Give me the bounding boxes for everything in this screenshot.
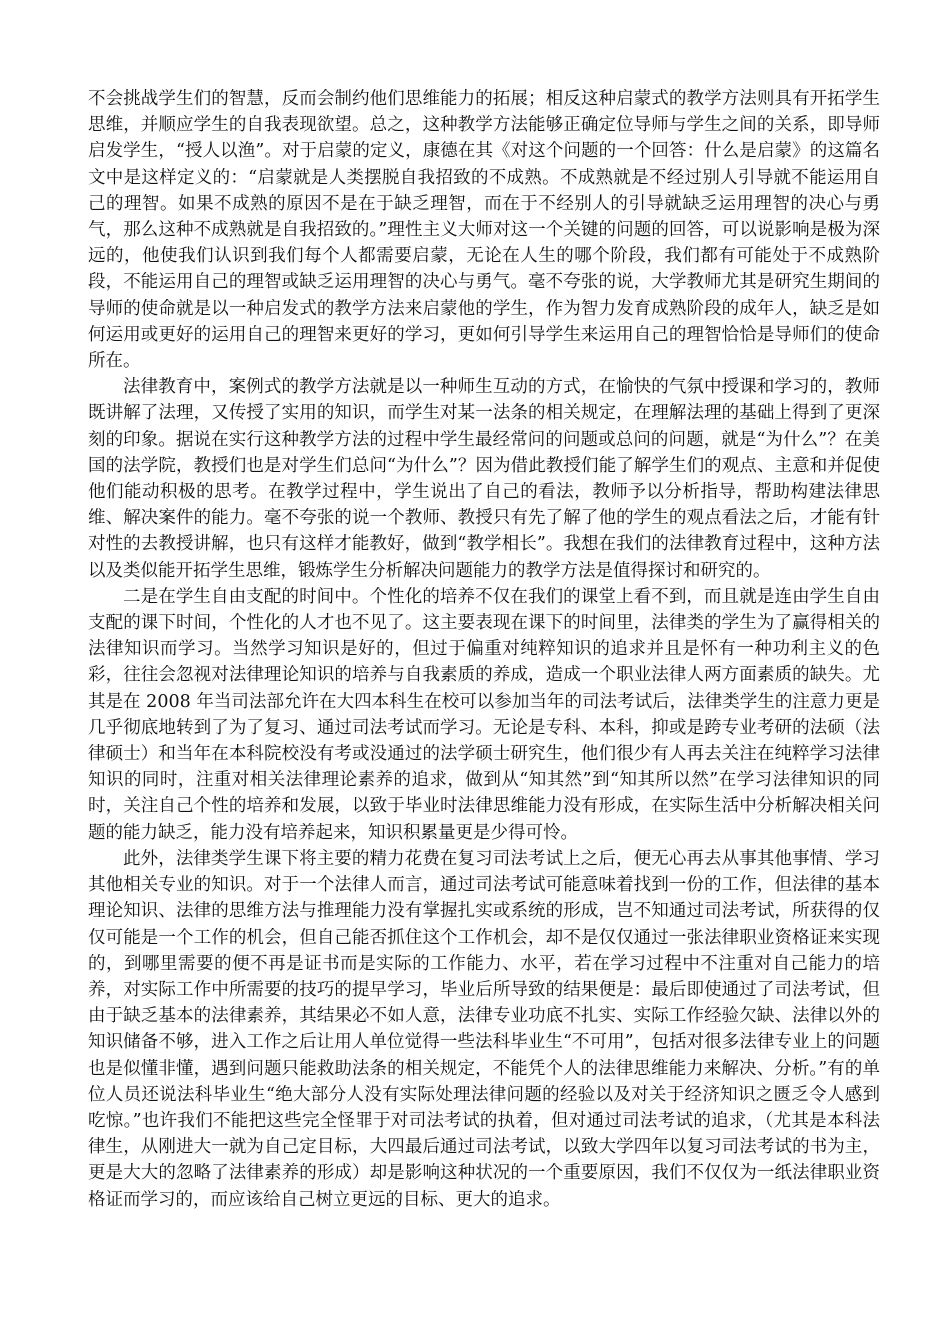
paragraph-case-method: 法律教育中，案例式的教学方法就是以一种师生互动的方式，在愉快的气氛中授课和学习的，教师既讲解了法理，又传授了实用的知识，而学生对某一法条的相关规定，在理解法理的基础上得到了更深刻的印象。据说在实行这种教学方法的过程中学生最经常问的问题或总问的问题，就是“为什么”？在美国的法学院，教授们也是对学生们总问“为什么”？因为借此教授们能了解学生们的观点、主意和并促使他们能动积极的思考。在教学过程中，学生说出了自己的看法，教师予以分析指导，帮助构建法律思维、解决案件的能力。毫不夸张的说一个教师、教授只有先了解了他的学生的观点看法之后，才能有针对性的去教授讲解，也只有这样才能教好，做到“教学相长”。我想在我们的法律教育过程中，这种方法以及类似能开拓学生思维，锻炼学生分析解决问题能力的教学方法是值得探讨和研究的。 [88,377,880,581]
paragraph-continued-enlightenment: 不会挑战学生们的智慧，反而会制约他们思维能力的拓展；相反这种启蒙式的教学方法则具有开拓学生思维，并顺应学生的自我表现欲望。总之，这种教学方法能够正确定位导师与学生之间的关系，即导师启发学生，“授人以渔”。对于启蒙的定义，康德在其《对这个问题的一个回答：什么是启蒙》的这篇名文中是这样定义的：“启蒙就是人类摆脱自我招致的不成熟。不成熟就是不经过别人引导就不能运用自己的理智。如果不成熟的原因不是在于缺乏理智，而在于不经别人的引导就缺乏运用理智的决心与勇气，那么这种不成熟就是自我招致的。”理性主义大师对这一个关键的问题的回答，可以说影响是极为深远的，他使我们认识到我们每个人都需要启蒙，无论在人生的哪个阶段，我们都有可能处于不成熟阶段，不能运用自己的理智或缺乏运用理智的决心与勇气。毫不夸张的说，大学教师尤其是研究生期间的导师的使命就是以一种启发式的教学方法来启蒙他的学生，作为智力发育成熟阶段的成年人，缺乏是如何运用或更好的运用自己的理智来更好的学习，更如何引导学生来运用自己的理智恰恰是导师们的使命所在。 [88,89,880,372]
paragraph-judicial-exam: 此外，法律类学生课下将主要的精力花费在复习司法考试上之后，便无心再去从事其他事情、学习其他相关专业的知识。对于一个法律人而言，通过司法考试可能意味着找到一份的工作，但法律的基本理论知识、法律的思维方法与推理能力没有掌握扎实或系统的形成，岂不知通过司法考试，所获得的仅仅可能是一个工作的机会，但自己能否抓住这个工作机会，却不是仅仅通过一张法律职业资格证来实现的，到哪里需要的便不再是证书而是实际的工作能力、水平，若在学习过程中不注重对自己能力的培养，对实际工作中所需要的技巧的提早学习，毕业后所导致的结果便是：最后即使通过了司法考试，但由于缺乏基本的法律素养，其结果必不如人意，法律专业功底不扎实、实际工作经验欠缺、法律以外的知识储备不够，进入工作之后让用人单位觉得一些法科毕业生“不可用”，包括对很多法律专业上的问题也是似懂非懂，遇到问题只能救助法条的相关规定，不能凭个人的法律思维能力来解决、分析。”有的单位人员还说法科毕业生“绝大部分人没有实际处理法律问题的经验以及对关于经济知识之匮乏令人感到吃惊。”也许我们不能把这些完全怪罪于对司法考试的执着，但对通过司法考试的追求，（尤其是本科法律生，从刚进大一就为自己定目标，大四最后通过司法考试，以致大学四年以复习司法考试的书为主，更是大大的忽略了法律素养的形成）却是影响这种状况的一个重要原因，我们不仅仅为一纸法律职业资格证而学习的，而应该给自己树立更远的目标、更大的追求。 [88,848,880,1210]
paragraph-free-time: 二是在学生自由支配的时间中。个性化的培养不仅在我们的课堂上看不到，而且就是连由学生自由支配的课下时间，个性化的人才也不见了。这主要表现在课下的时间里，法律类的学生为了赢得相关的法律知识而学习。当然学习知识是好的，但过于偏重对纯粹知识的追求并且是怀有一种功利主义的色彩，往往会忽视对法律理论知识的培养与自我素质的养成，造成一个职业法律人两方面素质的缺失。尤其是在 2008 年当司法部允许在大四本科生在校可以参加当年的司法考试后，法律类学生的注意力更是几乎彻底地转到了为了复习、通过司法考试而学习。无论是专科、本科，抑或是跨专业考研的法硕（法律硕士）和当年在本科院校没有考或没通过的法学硕士研究生，他们很少有人再去关注在纯粹学习法律知识的同时，注重对相关法律理论素养的追求，做到从“知其然”到“知其所以然”在学习法律知识的同时，关注自己个性的培养和发展，以致于毕业时法律思维能力没有形成，在实际生活中分析解决相关问题的能力缺乏，能力没有培养起来，知识积累量更是少得可怜。 [88,586,880,843]
document-page [88,86,880,1213]
